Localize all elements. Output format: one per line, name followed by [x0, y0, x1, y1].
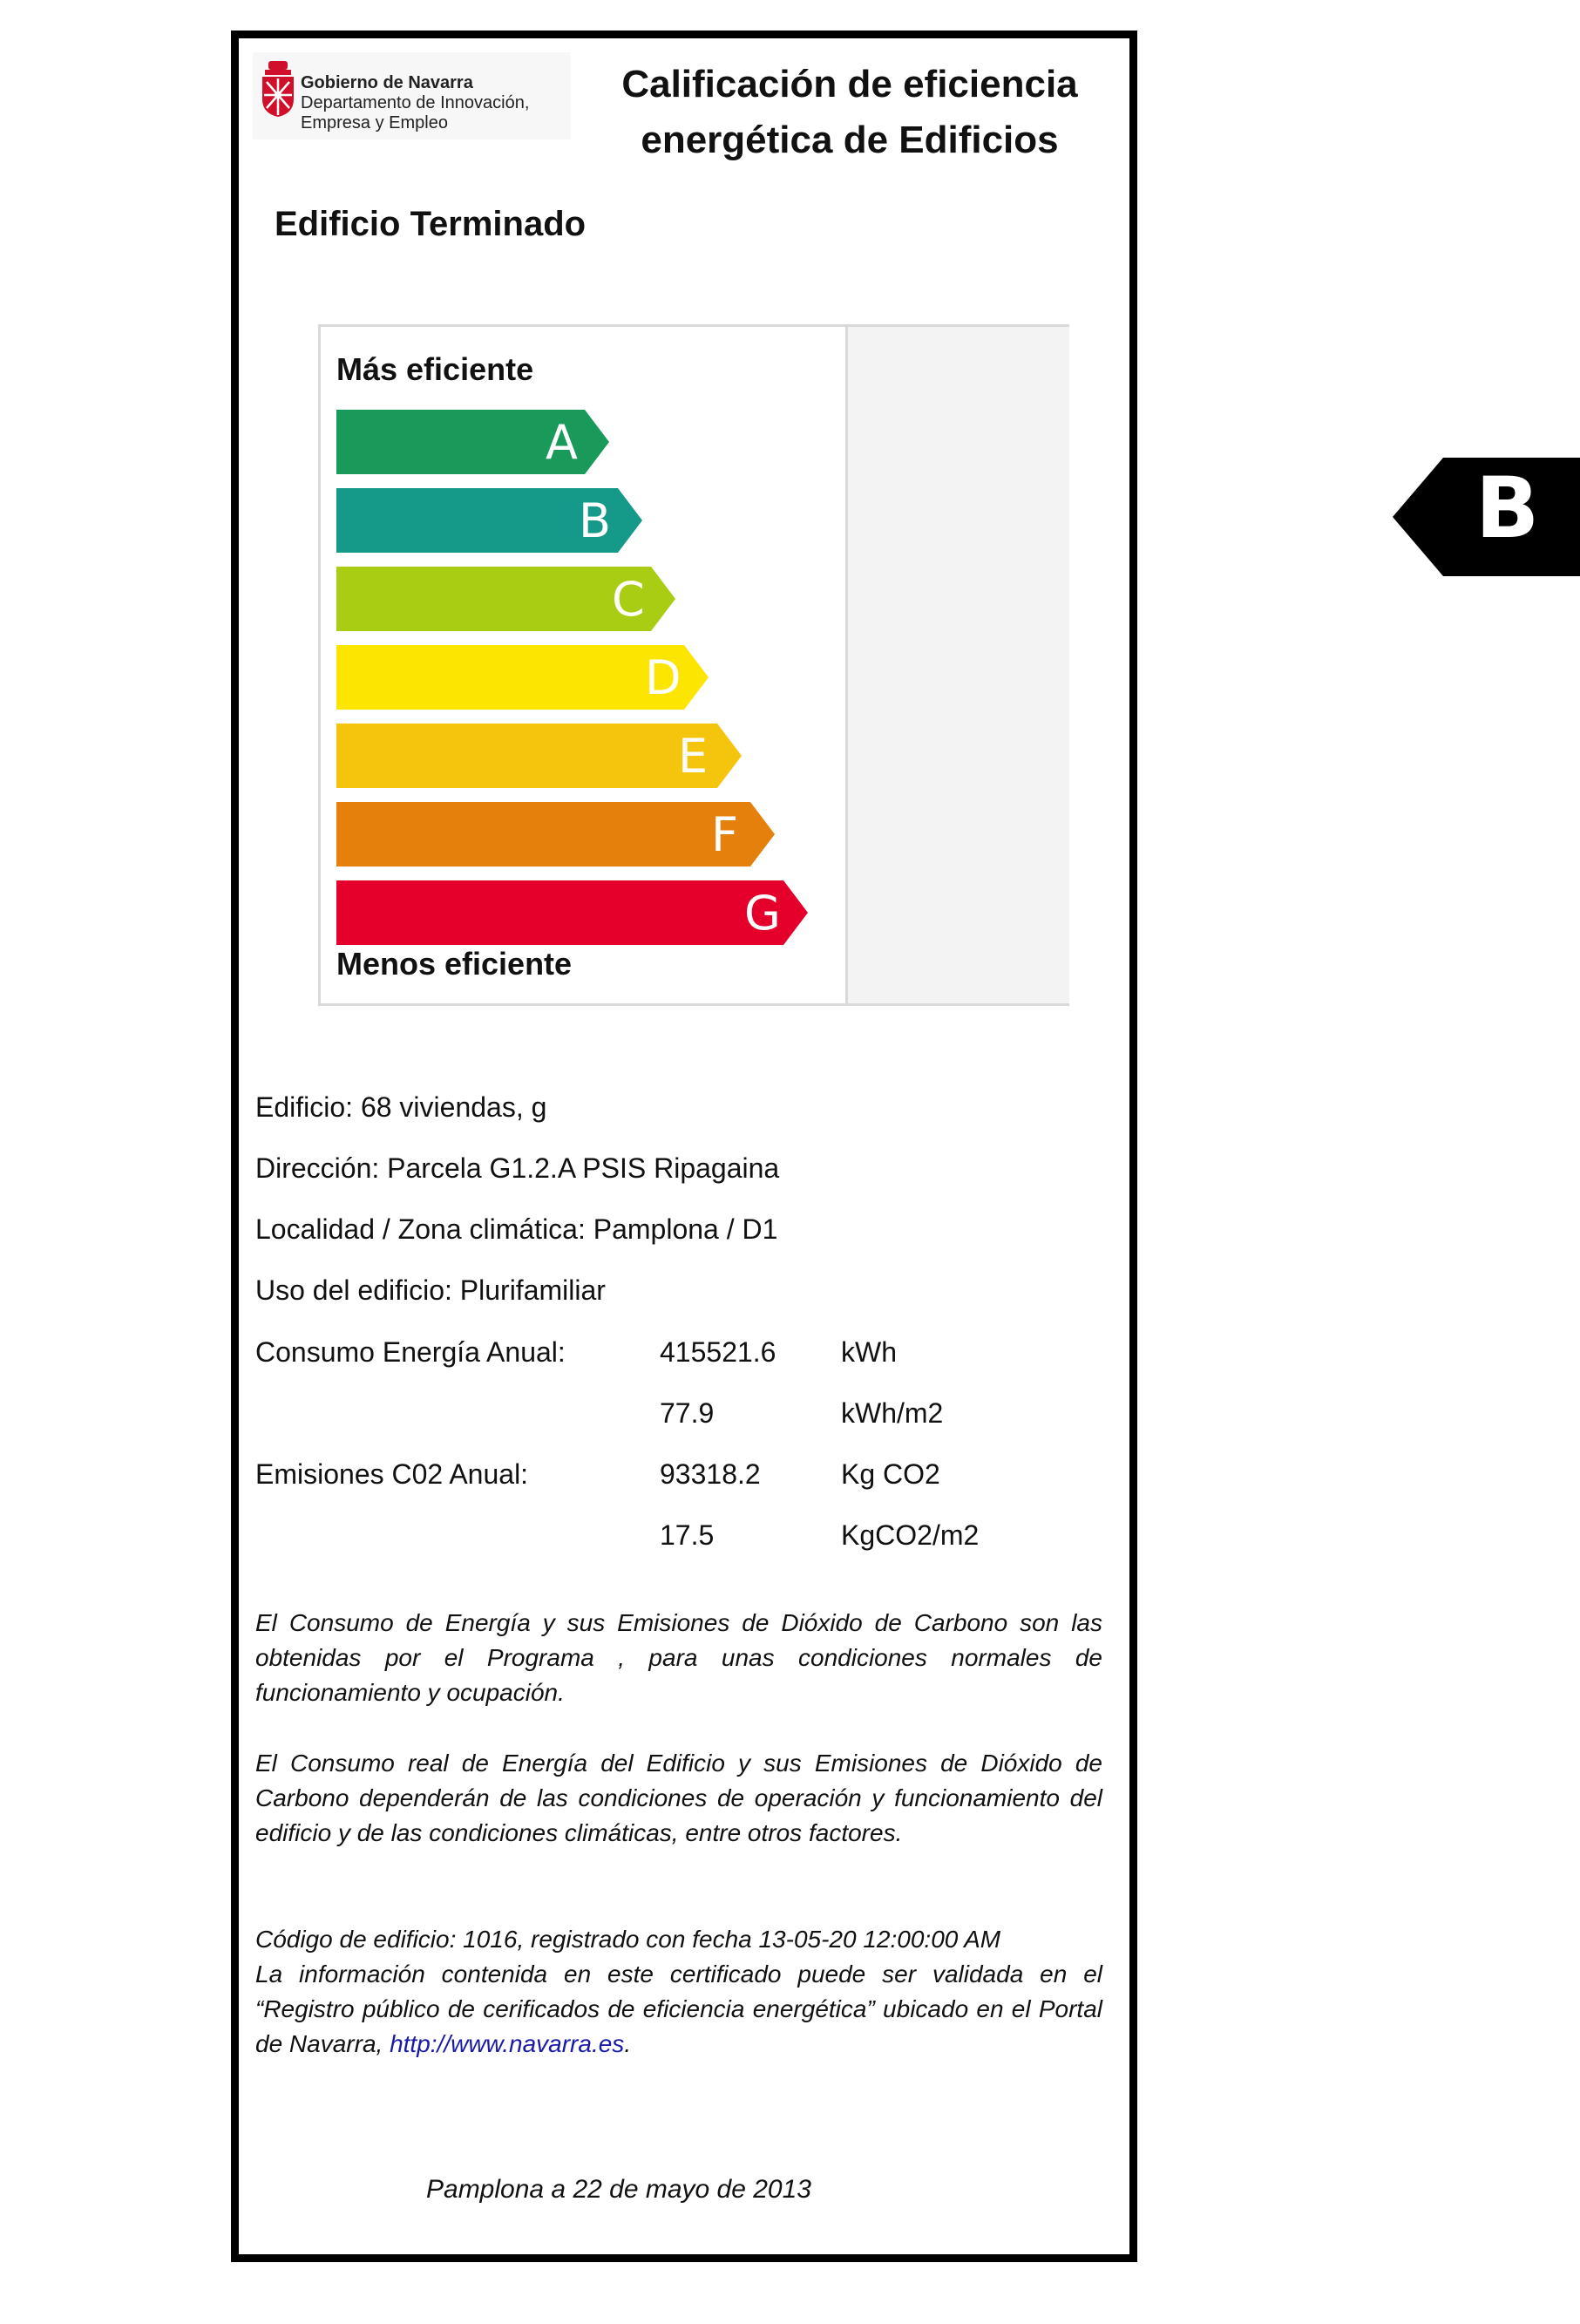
energy-per-m2: 77.9 [660, 1397, 715, 1429]
note-registry [255, 1922, 1102, 2062]
energy-class-letter: F [711, 807, 739, 862]
energy-class-b [336, 488, 642, 553]
emissions-label: Emisiones C02 Anual: [255, 1458, 529, 1490]
emissions-per-m2: 17.5 [660, 1519, 715, 1551]
energy-class-e [336, 724, 742, 788]
energy-class-letter: C [612, 572, 645, 627]
energy-class-letter: G [744, 886, 781, 941]
page-title [593, 57, 1107, 168]
energy-class-f [336, 802, 775, 866]
department-line2: Empresa y Empleo [301, 113, 448, 133]
page-subtitle: Edificio Terminado [275, 205, 587, 243]
scale-top-label: Más eficiente [336, 351, 534, 387]
energy-class-letter: B [579, 493, 612, 548]
building-code: Código de edificio: 1016, registrado con fecha 13-05-20 12:00:00 AM [255, 1926, 1001, 1953]
validation-text [255, 1957, 1102, 2062]
emissions-total-unit: Kg CO2 [841, 1458, 940, 1490]
emissions-total: 93318.2 [660, 1458, 761, 1490]
department-line1: Departamento de Innovación, [301, 93, 530, 112]
energy-per-m2-unit: kWh/m2 [841, 1397, 944, 1429]
building-location: Localidad / Zona climática: Pamplona / D1 [255, 1213, 778, 1245]
rating-indicator [1393, 458, 1580, 576]
energy-class-d [336, 645, 709, 710]
navarra-logo [253, 52, 571, 139]
note-calculation: El Consumo de Energía y sus Emisiones de Dióxido de Carbono son las obtenidas por el Programa , para unas condiciones normales de funcionamiento y ocupación. [255, 1609, 1102, 1706]
energy-class-letter: A [546, 415, 578, 470]
energy-class-letter: D [645, 650, 682, 705]
energy-class-letter: E [678, 729, 709, 784]
place-and-date: Pamplona a 22 de mayo de 2013 [426, 2175, 811, 2204]
energy-total-unit: kWh [841, 1336, 897, 1368]
building-address: Dirección: Parcela G1.2.A PSIS Ripagaina [255, 1152, 780, 1184]
note-real-consumption: El Consumo real de Energía del Edificio y sus Emisiones de Dióxido de Carbono dependerán de las condiciones de operación y funcionamiento del edificio y de las condiciones climáticas, entre otros factores. [255, 1750, 1102, 1846]
org-name: Gobierno de Navarra [301, 73, 473, 92]
building-name: Edificio: 68 viviendas, g [255, 1091, 547, 1123]
energy-class-g [336, 880, 808, 945]
energy-class-c [336, 567, 675, 631]
navarra-portal-link[interactable]: http://www.navarra.es [390, 2030, 625, 2057]
energy-scale [318, 324, 1540, 1006]
rating-letter: B [1475, 459, 1540, 557]
emissions-per-m2-unit: KgCO2/m2 [841, 1519, 980, 1551]
title-line2: energética de Edificios [641, 119, 1059, 161]
energy-label: Consumo Energía Anual: [255, 1336, 566, 1368]
rating-panel [845, 327, 1540, 1003]
scale-bottom-label: Menos eficiente [336, 946, 573, 982]
logo-text [301, 73, 529, 133]
navarra-shield-icon [260, 59, 296, 119]
energy-total: 415521.6 [660, 1336, 776, 1368]
title-line1: Calificación de eficiencia [621, 63, 1078, 105]
building-use: Uso del edificio: Plurifamiliar [255, 1274, 606, 1306]
link-suffix: . [624, 2030, 632, 2057]
validation-sentence: La información contenida en este certificado puede ser validada en el “Registro público de cerificados de eficiencia energética” ubicado en el Portal de Navarra, [255, 1960, 1102, 2057]
energy-class-a [336, 410, 609, 474]
